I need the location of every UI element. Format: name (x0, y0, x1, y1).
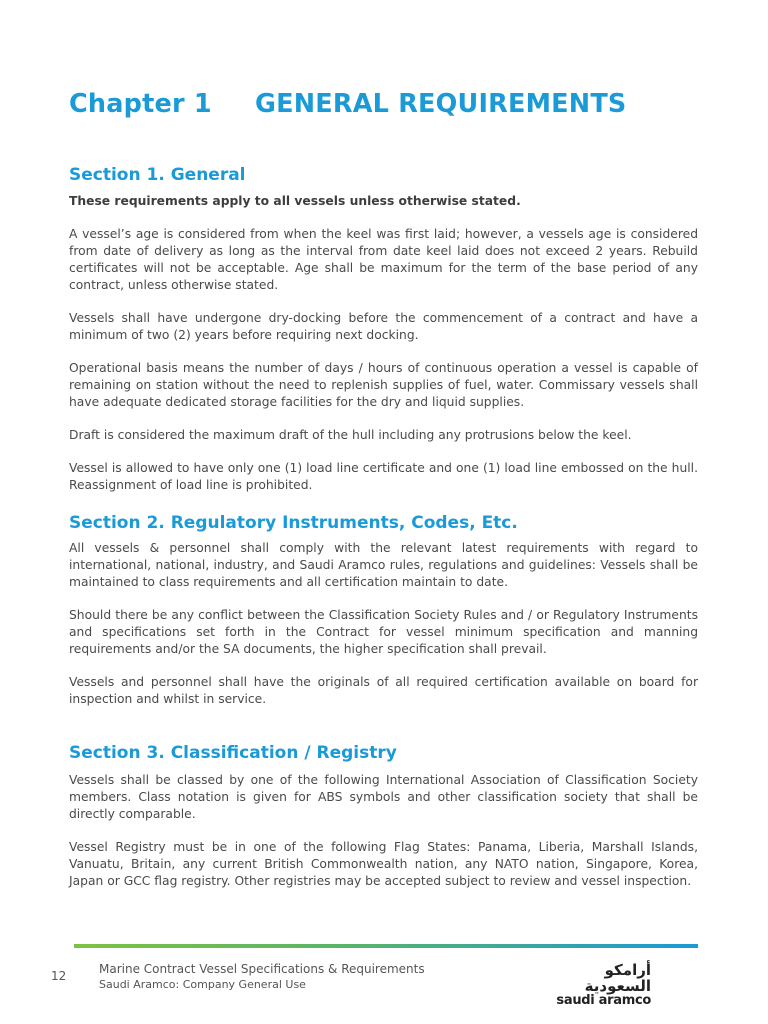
logo-arabic-text: أرامكو السعودية (584, 961, 651, 995)
section-1-paragraph: Draft is considered the maximum draft of the hull including any protrusions below the keel. (69, 428, 632, 442)
footer-title: Marine Contract Vessel Specifications & Requirements (99, 962, 425, 976)
section-2-heading: Section 2. Regulatory Instruments, Codes, Etc. (69, 513, 518, 533)
footer-text (99, 961, 425, 993)
page-content (69, 86, 698, 890)
section-2-paragraph: Should there be any conflict between the Classification Society Rules and / or Regulatory Instruments and specifications set forth in the Contract for vessel minimum specification and manning requirements and/or the SA documents, the higher specification shall prevail. (69, 608, 698, 656)
chapter-title (69, 86, 698, 122)
section-3-paragraph: Vessels shall be classed by one of the following International Association of Classification Society members. Class notation is given for ABS symbols and other classification society that shall be directly comparable. (69, 773, 698, 821)
section-1-paragraph: Operational basis means the number of days / hours of continuous operation a vessel is capable of remaining on station without the need to replenish supplies of fuel, water. Commissary vessels shall have adequate dedicated storage facilities for the dry and liquid supplies. (69, 361, 698, 409)
section-3-heading: Section 3. Classification / Registry (69, 743, 397, 763)
section-2-paragraph: All vessels & personnel shall comply with the relevant latest requirements with regard to international, national, industry, and Saudi Aramco rules, regulations and guidelines: Vessels shall be maintained to class requirements and all certification maintain to date. (69, 541, 698, 589)
chapter-heading: GENERAL REQUIREMENTS (255, 89, 627, 119)
section-1-paragraph: A vessel’s age is considered from when the keel was first laid; however, a vessels age is considered from date of delivery as long as the interval from date keel laid does not exceed 2 years. Rebuild certificates will not be acceptable. Age shall be maximum for the term of the base period of any contract, unless otherwise stated. (69, 227, 698, 292)
section-1-heading: Section 1. General (69, 165, 246, 185)
saudi-aramco-logo (545, 961, 651, 1008)
section-2-paragraph: Vessels and personnel shall have the originals of all required certification available on board for inspection and whilst in service. (69, 675, 698, 706)
section-1-intro: These requirements apply to all vessels unless otherwise stated. (69, 194, 521, 208)
footer-subtitle: Saudi Aramco: Company General Use (99, 978, 306, 991)
chapter-number: Chapter 1 (69, 89, 212, 119)
page-number: 12 (51, 969, 67, 983)
section-1-paragraph: Vessels shall have undergone dry-docking before the commencement of a contract and have a minimum of two (2) years before requiring next docking. (69, 311, 698, 342)
section-3-paragraph: Vessel Registry must be in one of the following Flag States: Panama, Liberia, Marshall Islands, Vanuatu, Britain, any current British Commonwealth nation, any NATO nation, Singapore, Korea, Japan or GCC flag registry. Other registries may be accepted subject to review and vessel inspection. (69, 840, 698, 888)
logo-english-text: saudi aramco (556, 993, 651, 1008)
footer-divider (74, 944, 698, 948)
section-1-paragraph: Vessel is allowed to have only one (1) load line certificate and one (1) load line embossed on the hull. Reassignment of load line is prohibited. (69, 461, 698, 492)
